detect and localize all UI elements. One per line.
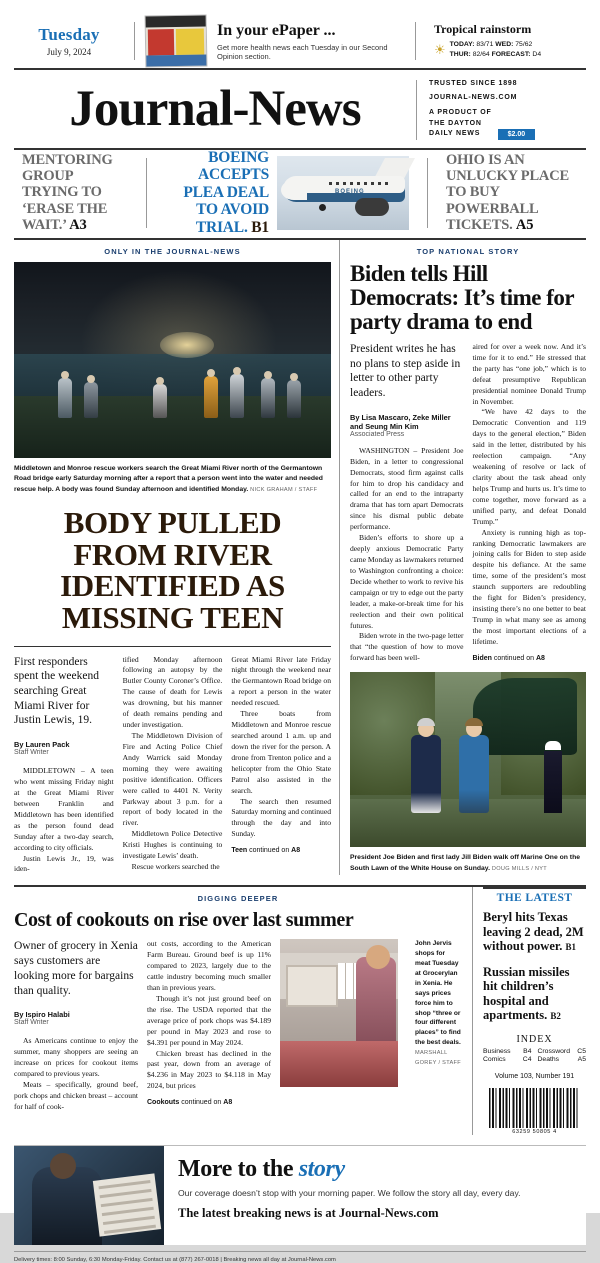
weather-wed-label: WED: [495, 41, 514, 49]
national-jump-line[interactable] [473, 655, 587, 662]
local-story-body [14, 655, 331, 876]
jump-label: Biden [472, 654, 492, 662]
epaper-title: In your ePaper ... [217, 21, 336, 39]
weather-wed-value: 75/62 [515, 41, 533, 49]
deep-byline: By Ispiro Halabi [14, 1010, 70, 1020]
national-byline: By Lisa Mascaro, Zeke Miller and Seung Min Kim [350, 412, 451, 431]
local-story-headline[interactable]: BODY PULLED FROM RIVER IDENTIFIED AS MISSING TEEN [60, 505, 285, 635]
the-latest-title: THE LATEST [483, 887, 586, 910]
deep-byline-role: Staff Writer [14, 1019, 49, 1027]
reader-with-newspaper-photo [14, 1146, 164, 1245]
latest-item[interactable] [483, 910, 586, 953]
weather-title: Tropical rainstorm [434, 22, 532, 37]
volume-label: Volume 103, Number 191 [494, 1073, 575, 1081]
national-byline-org: Associated Press [350, 430, 405, 438]
product-line-3: DAILY NEWS [429, 130, 481, 137]
promo-item-powerball[interactable] [438, 151, 586, 233]
index-entry-page: B4 [523, 1048, 532, 1056]
ad-headline-plain: More to the [178, 1156, 299, 1183]
paragraph: As Americans continue to enjoy the summer, many shoppers are seeing an increase on prices for cookout items compared to previous years. [14, 1036, 138, 1078]
deep-story-headline[interactable]: Cost of cookouts on rise over last summer [14, 909, 354, 932]
caption-text: President Joe Biden and first lady Jill Biden walk off Marine One on the South Lawn of the White House on Sunday. [350, 854, 581, 872]
national-story-kicker: TOP NATIONAL STORY [416, 246, 520, 256]
caption-credit: DOUG MILLS / NYT [491, 865, 548, 872]
deep-col-1 [14, 939, 138, 1112]
sun-cloud-icon: ☀ [434, 42, 446, 57]
caption-credit: MARSHALL GOREY / STAFF [415, 1050, 461, 1067]
weather-thur-label: THUR: [449, 51, 471, 58]
promo-headline [22, 152, 128, 233]
paragraph: Three boats from Middletown and Monroe rescue searched around 1 a.m. up and down the river for the person. A drone from Trenton police and a helicopter from the Ohio State Patrol also assisted in the search. [231, 709, 332, 795]
paragraph: tified Monday afternoon following an autopsy by the Butler County Coroner’s Office. The cause of death for Lewis was drowning, but his manner of death remains pending and under investigation. [122, 654, 223, 730]
promo-text: MENTORING GROUP TRYING TO ‘ERASE THE WAIT.’ [22, 151, 113, 233]
index-entry-name: Deaths [537, 1056, 560, 1064]
deep-body-col2 [147, 939, 271, 1092]
national-body-col2 [473, 342, 587, 648]
skybox [0, 0, 600, 68]
promo-text: OHIO IS AN UNLUCKY PLACE TO BUY POWERBALL TICKETS. [446, 151, 569, 233]
caption-text: Middletown and Monroe rescue workers search the Great Miami River north of the Germantown Road bridge early Saturday morning after a report that a person went into the water and needed rescue help. A body was found Sunday afternoon and identified Monday. [14, 464, 323, 493]
promo-text: BOEING ACCEPTS PLEA DEAL TO AVOID TRIAL. [183, 149, 269, 236]
ad-subtext: Our coverage doesn’t stop with your morning paper. We follow the story all day, every day. [178, 1188, 521, 1199]
index-entry-page: A5 [577, 1056, 586, 1064]
weather-forecast-page: D4 [532, 51, 542, 58]
local-byline-role: Staff Writer [14, 749, 49, 757]
latest-item-text: Russian missiles hit children’s hospital and apartments. [483, 965, 570, 1022]
date-block [14, 25, 124, 57]
paragraph: out costs, according to the American Farm Bureau. Ground beef is up 11% compared to 2023, largely due to the cattle industry becoming much smaller than in previous years. [147, 939, 271, 993]
weather-thur-value: 82/64 [472, 51, 490, 58]
newspaper-title: Journal-News [69, 80, 361, 137]
product-line-1: A PRODUCT OF [429, 109, 492, 116]
paragraph: “We have 42 days to the Democratic Convention and 119 days to the general election,” Biden said in the letter, distributed by his reelection campaign. “Any weakening of resolve or lack of clarity about the task ahead only helps Trump and hurts us. It’s time to come together, move forward as a unified party, and defeat Donald Trump.” [472, 407, 586, 526]
paragraph: Anxiety is running high as top-ranking Democratic lawmakers are joining calls for Biden to step aside despite his defiance. At the same time, some of the president’s most staunch supporters are redoubling the fight for Biden’s presidency, insisting there’s no one better to beat Trump in what many see as among the most important elections of a lifetime. [472, 527, 586, 646]
weather-details [450, 40, 541, 60]
promo-headline [446, 152, 578, 233]
paragraph: Meats – specifically, ground beef, pork chops and chicken breast – account for half of cook- [14, 1079, 138, 1111]
paragraph: Biden wrote in the two-page letter that “the question of how to move forward has been well- [350, 631, 464, 663]
paragraph: Though it’s not just ground beef on the rise. The USDA reported that the average price of pork chops was $4.189 per pound in May 2023 and rose to $4.391 per pound in May 2024. [147, 993, 271, 1047]
local-story-kicker: ONLY IN THE JOURNAL-NEWS [104, 246, 241, 256]
main-content [0, 240, 600, 876]
deep-body-col1 [14, 1036, 138, 1112]
jump-page: A8 [535, 654, 545, 662]
website-label[interactable]: JOURNAL-NEWS.COM [429, 94, 518, 101]
rule [14, 646, 331, 647]
weather-block[interactable] [426, 22, 586, 60]
national-col-1 [350, 342, 464, 664]
promo-strip [0, 150, 600, 238]
paragraph: Biden’s efforts to shore up a deeply anxious Democratic Party came Monday as lawmakers returned to Washington confronting a choice: Decide whether to work to revive his campaign or try to edge out the party leader, a make-or-break time for his reelection and their own political futures. [350, 533, 464, 630]
lower-section [0, 887, 600, 1135]
paragraph: Middletown Police Detective Kristi Hughes is continuing to investigate Lewis’ death. [122, 829, 223, 861]
index-entry-name: Comics [483, 1056, 506, 1064]
national-story-column [339, 240, 586, 876]
caption-text: John Jervis shops for meat Tuesday at Grocerylan in Xenia. He says prices force him to shop “three or four different places” to find the best deals. [415, 940, 461, 1047]
price-badge: $2.00 [498, 129, 536, 140]
bottom-advertisement[interactable] [14, 1145, 586, 1245]
paragraph: aired for over a week now. And it’s time for it to end.” He stressed that the party has “one job,” which is to defeat presumptive Republican presidential nominee Donald Trump in November. [472, 341, 586, 406]
paragraph: WASHINGTON – President Joe Biden, in a letter to congressional Democrats, stood firm against calls for him to drop his candidacy and called for an end to the intraparty drama that has torn apart Democrats since his dismal public debate performance. [350, 445, 464, 532]
promo-page: A3 [69, 216, 87, 233]
divider [415, 22, 416, 60]
local-col-3 [231, 655, 331, 876]
paragraph: The search then resumed Saturday morning and continued through the day and into Sunday. [231, 796, 332, 839]
latest-item-page: B1 [565, 941, 577, 952]
index-title: INDEX [516, 1034, 553, 1046]
local-body-col2 [123, 655, 223, 873]
trusted-since-label: TRUSTED SINCE 1898 [429, 80, 518, 87]
barcode [489, 1088, 580, 1128]
jump-text: continued on [491, 654, 536, 662]
caption-credit: NICK GRAHAM / STAFF [250, 486, 318, 493]
index-entry-name: Business [483, 1048, 511, 1056]
index-entry-page: C4 [522, 1056, 532, 1064]
jump-page: A8 [291, 847, 301, 855]
promo-headline [165, 149, 269, 236]
jump-text: continued on [179, 1099, 224, 1107]
deep-story-deck: Owner of grocery in Xenia says customers are looking more for bargains than quality. [14, 940, 138, 997]
local-byline: By Lauren Pack [14, 740, 70, 750]
national-story-deck: President writes he has no plans to step aside in letter to other party leaders. [350, 342, 461, 400]
full-date-label: July 9, 2024 [46, 47, 92, 57]
local-body-col1 [14, 766, 114, 875]
masthead-info [416, 80, 586, 140]
epaper-thumbnail-image [145, 14, 208, 67]
deep-jump-line[interactable] [147, 1099, 271, 1106]
local-story-deck: First responders spent the weekend searching Great Miami River for Justin Lewis, 19. [14, 655, 99, 727]
national-story-headline[interactable]: Biden tells Hill Democrats: It’s time for party drama to end [350, 260, 574, 334]
local-body-col3 [231, 655, 331, 841]
index-grid [483, 1048, 586, 1063]
ad-headline [178, 1156, 572, 1183]
divider [427, 158, 428, 228]
divider [146, 158, 147, 228]
latest-item-page: B2 [550, 1010, 561, 1021]
weather-forecast-label: FORECAST: [491, 51, 531, 58]
paragraph: MIDDLETOWN – A teen who went missing Friday night at the Great Miami River between Franklin and Middletown has been identified as the person found dead Sunday after a two-day search, according to city officials. [14, 766, 114, 852]
jump-text: continued on [247, 847, 292, 855]
paragraph: The Middletown Division of Fire and Acting Police Chief Andy Warrick said Monday morning they were awaiting positive identification. Officers were called to 4401 N. Verity Parkway about 3 p.m. for a report of body located in the river. [122, 730, 223, 828]
weather-today-value: 83/71 [476, 41, 494, 49]
national-body-col1 [350, 446, 464, 664]
deep-story-body [14, 939, 462, 1112]
deep-col-2 [147, 939, 271, 1112]
product-of-label [429, 108, 492, 140]
product-line-2: THE DAYTON [429, 119, 482, 127]
grocery-photo-caption [407, 939, 462, 1112]
local-jump-line[interactable] [231, 847, 331, 854]
deep-story-kicker: DIGGING DEEPER [197, 894, 279, 904]
paragraph: Justin Lewis Jr., 19, was iden- [14, 853, 114, 874]
biden-marine-one-photo [350, 672, 586, 847]
paragraph: Great Miami River late Friday night through the weekend near the Germantown Road bridge on a report a person in the water needed rescued. [231, 654, 332, 708]
page-footer: Delivery times: 8:00 Sunday, 6:30 Monday-Friday. Contact us at (877) 267-0018 | Breaking news all day at Journal-News.com [14, 1251, 586, 1263]
jump-label: Cookouts [147, 1099, 180, 1107]
jump-label: Teen [231, 847, 248, 855]
grocery-meat-counter-photo [280, 939, 398, 1087]
promo-item-mentoring[interactable] [14, 151, 136, 233]
national-col-2 [473, 342, 587, 664]
ad-cta-italic: The latest breaking news [178, 1206, 311, 1221]
ad-cta[interactable] [178, 1206, 572, 1222]
promo-page: B1 [251, 218, 269, 236]
epaper-subtitle: Get more health news each Tuesday in our Second Opinion section. [217, 42, 388, 61]
the-latest-column [472, 887, 586, 1135]
biden-photo-caption [350, 847, 586, 874]
deep-story-column [14, 887, 472, 1135]
paragraph: Chicken breast has declined in the past year, down from an average of $4.236 in May 2023 to $4.118 in May 2024, but prices [147, 1048, 271, 1091]
river-rescue-photo [14, 262, 331, 458]
ad-copy [164, 1146, 586, 1245]
promo-page: A5 [515, 216, 534, 233]
ad-headline-accent: story [298, 1156, 345, 1183]
epaper-promo[interactable] [207, 22, 405, 61]
jump-page: A8 [223, 1099, 233, 1107]
weather-today-label: TODAY: [449, 41, 475, 49]
local-col-1 [14, 655, 114, 876]
national-story-body [350, 342, 586, 664]
ad-cta-rest: is at Journal-News.com [310, 1206, 439, 1221]
promo-item-boeing[interactable] [157, 149, 417, 236]
masthead [0, 70, 600, 148]
barcode-number: 63259 50805 4 [512, 1129, 557, 1136]
latest-item-text: Beryl hits Texas leaving 2 dead, 2M without power. [483, 910, 584, 953]
paragraph: Rescue workers searched the [131, 862, 220, 872]
river-photo-caption [14, 458, 331, 496]
index-entry-name: Crossword [537, 1048, 570, 1056]
local-col-2 [123, 655, 223, 876]
index-entry-page: C5 [577, 1048, 586, 1056]
weekday-label: Tuesday [38, 25, 100, 44]
divider [134, 22, 135, 60]
local-story-column [14, 240, 339, 876]
boeing-plane-photo: BOEING [277, 156, 409, 230]
latest-item[interactable] [483, 965, 586, 1022]
